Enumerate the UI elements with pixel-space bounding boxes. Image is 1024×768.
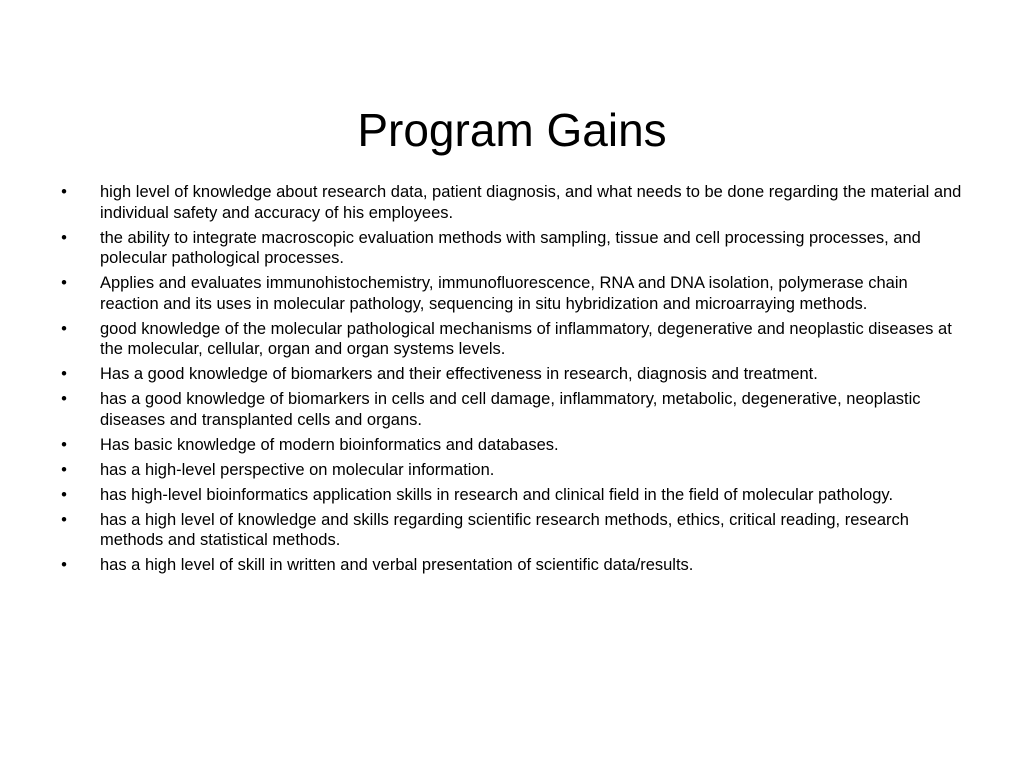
bullet-text: high level of knowledge about research data, patient diagnosis, and what needs to be done regarding the material and individual safety and accuracy of his employees.: [100, 183, 962, 222]
bullet-item: [58, 182, 968, 223]
bullet-text: Has basic knowledge of modern bioinformatics and databases.: [100, 435, 559, 454]
bullet-dot: •: [61, 390, 67, 408]
bullet-item: [58, 510, 968, 551]
bullet-dot: •: [61, 228, 67, 247]
bullet-item: [58, 485, 968, 506]
bullet-text: good knowledge of the molecular pathological mechanisms of inflammatory, degenerative and neoplastic diseases at the molecular, cellular, organ and organ systems levels.: [100, 319, 952, 358]
bullet-dot: •: [61, 460, 67, 479]
bullet-item: [58, 228, 968, 269]
bullet-item: [58, 364, 968, 385]
bullet-dot: •: [61, 556, 67, 574]
bullet-text: has a good knowledge of biomarkers in cells and cell damage, inflammatory, metabolic, degenerative, neoplastic diseases and transplanted cells and organs.: [100, 390, 921, 429]
bullet-dot: •: [61, 365, 67, 383]
bullet-text: has a high level of knowledge and skills regarding scientific research methods, ethics, critical reading, research methods and statistical methods.: [100, 510, 909, 549]
bullet-text: has a high level of skill in written and verbal presentation of scientific data/results.: [100, 556, 694, 574]
bullet-dot: •: [61, 274, 67, 292]
bullet-item: [58, 555, 968, 576]
bullet-text: Has a good knowledge of biomarkers and their effectiveness in research, diagnosis and treatment.: [100, 365, 818, 383]
bullet-text: has high-level bioinformatics application skills in research and clinical field in the field of molecular pathology.: [100, 485, 894, 504]
slide-title: Program Gains: [357, 104, 667, 156]
bullet-dot: •: [61, 435, 67, 454]
bullet-item: [58, 273, 968, 314]
bullet-item: [58, 460, 968, 481]
bullet-item: [58, 435, 968, 456]
bullet-item: [58, 389, 968, 430]
bullet-dot: •: [61, 485, 67, 504]
bullet-dot: •: [61, 183, 67, 201]
bullet-dot: •: [61, 319, 67, 338]
bullet-dot: •: [61, 510, 67, 529]
bullet-text: Applies and evaluates immunohistochemistry, immunofluorescence, RNA and DNA isolation, polymerase chain reaction and its uses in molecular pathology, sequencing in situ hybridization and microarraying methods.: [100, 274, 908, 313]
bullet-text: has a high-level perspective on molecular information.: [100, 460, 495, 479]
bullet-text: the ability to integrate macroscopic evaluation methods with sampling, tissue and cell processing processes, and polecular pathological processes.: [100, 228, 921, 267]
bullet-list: [58, 182, 968, 580]
bullet-item: [58, 319, 968, 360]
